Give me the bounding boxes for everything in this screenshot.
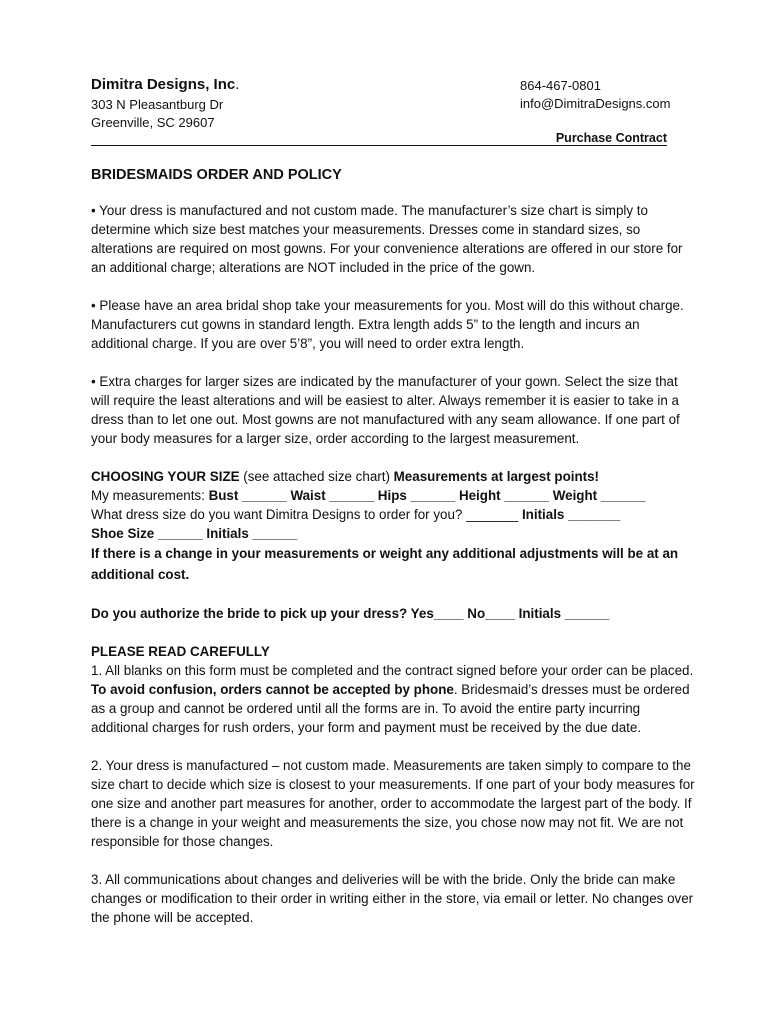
authorize-pickup-line[interactable]: Do you authorize the bride to pick up your dress? Yes____ No____ Initials ______ (91, 606, 610, 621)
page-title: BRIDESMAIDS ORDER AND POLICY (91, 167, 342, 183)
dress-size-initials[interactable]: Initials _______ (521, 507, 621, 522)
policy-paragraph-2: • Please have an area bridal shop take your measurements for you. Most will do this without charge. Manufacturers cut gowns in standard length. Extra length adds 5” to the length and incurs an additional charge. If you are over 5’8”, you will need to order extra length. (91, 298, 684, 351)
company-name-suffix: . (235, 76, 240, 93)
rule-1-end: . Bridesmaid’s dresses must be ordered as a group and cannot be ordered until all the forms are in. To avoid the entire party incurring additional charges for rush orders, your form and payment must be received by the due date. (91, 682, 690, 735)
purchase-contract-label: Purchase Contract (555, 131, 667, 145)
policy-paragraph-1: • Your dress is manufactured and not custom made. The manufacturer’s size chart is simply to determine which size best matches your measurements. Dresses come in standard sizes, so alterations are required on most gowns. For your convenience alterations are offered in our store for an additional charge; alterations are NOT included in the price of the gown. (91, 203, 683, 275)
company-block (91, 74, 239, 132)
address-line-1: 303 N Pleasantburg Dr (91, 97, 224, 112)
sizing-section (91, 467, 697, 585)
sizing-heading-line (91, 467, 697, 486)
contact-block (520, 77, 670, 113)
header-divider (91, 145, 667, 146)
read-carefully-heading: PLEASE READ CAREFULLY (91, 644, 270, 659)
measurements-fields[interactable]: Bust ______ Waist ______ Hips ______ Height ______ Weight ______ (208, 488, 646, 503)
measurements-label: My measurements: (91, 488, 209, 503)
rule-1-start: 1. All blanks on this form must be completed and the contract signed before your order can be placed. (91, 663, 694, 678)
address-line-2: Greenville, SC 29607 (91, 115, 215, 130)
document-body (91, 166, 697, 946)
sizing-heading-emphasis: Measurements at largest points! (393, 469, 600, 484)
dress-size-question[interactable]: What dress size do you want Dimitra Designs to order for you? _______ (91, 507, 522, 522)
policy-paragraph-3: • Extra charges for larger sizes are indicated by the manufacturer of your gown. Select the size that will require the least alterations and will be easiest to alter. Always remember it is easier to take in a dress than to let one out. Most gowns are not manufactured with any seam allowance. If one part of your body measures for a larger size, order according to the largest measurement. (91, 374, 680, 446)
company-name-text: Dimitra Designs, Inc (91, 76, 236, 93)
read-carefully-section (91, 642, 697, 737)
shoe-size-line[interactable]: Shoe Size ______ Initials ______ (91, 526, 298, 541)
rule-2: 2. Your dress is manufactured – not custom made. Measurements are taken simply to compare to the size chart to decide which size is closest to your measurements. If one part of your body measures for one size and another part measures for another, order to accommodate the largest part of the body. If there is a change in your weight and measurements the size, you chose now may not fit. We are not responsible for those changes. (91, 758, 695, 849)
change-notice: If there is a change in your measurements or weight any additional adjustments will be at an additional cost. (91, 546, 679, 582)
phone-number: 864-467-0801 (520, 78, 601, 93)
email-address: info@DimitraDesigns.com (520, 96, 671, 111)
dress-size-line (91, 505, 697, 524)
measurements-line (91, 486, 697, 505)
sizing-heading-note: (see attached size chart) (239, 469, 394, 484)
rule-1-bold: To avoid confusion, orders cannot be accepted by phone (91, 682, 454, 697)
sizing-heading: CHOOSING YOUR SIZE (91, 469, 240, 484)
company-name (91, 74, 239, 96)
rule-3: 3. All communications about changes and deliveries will be with the bride. Only the bride can make changes or modification to their order in writing either in the store, via email or letter. No changes over the phone will be accepted. (91, 872, 694, 925)
